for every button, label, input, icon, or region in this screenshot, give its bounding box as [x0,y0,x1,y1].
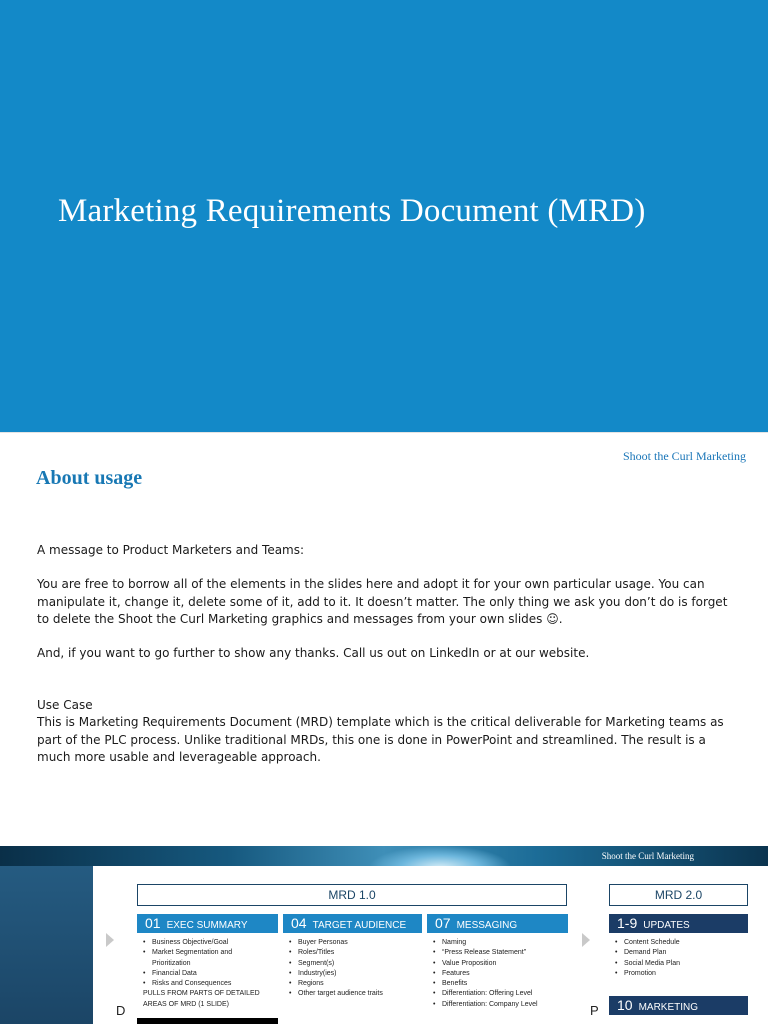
title-slide [0,0,768,432]
updates-list [615,938,680,979]
use-case-label: Use Case [37,698,93,712]
list-item: • Segment(s) [289,959,383,969]
use-case-text: This is Marketing Requirements Document (MRD) template which is the critical deliverable for Marketing teams as part of the PLC process. Unlike traditional MRDs, this one is done in PowerPoint and streamlined. The result is a much more usable and leverageable approach. [37,715,724,764]
list-item: • Buyer Personas [289,938,383,948]
mrd-overview-slide [0,846,768,1024]
list-item: • Promotion [615,969,680,979]
list-item: • Roles/Titles [289,948,383,958]
list-note: PULLS FROM PARTS OF DETAILED [143,990,260,998]
list-item: • Content Schedule [615,938,680,948]
section-number: 01 [145,915,161,931]
mrd-1-header: MRD 1.0 [137,884,567,906]
list-item: • Regions [289,979,383,989]
list-item: • Features [433,969,538,979]
section-header-marketing [609,996,748,1015]
list-item: • Naming [433,938,538,948]
section-header-updates [609,914,748,933]
left-sidebar [0,866,93,1024]
list-item: • Other target audience traits [289,989,383,999]
arrow-right-icon [582,933,590,947]
messaging-list [433,938,538,1010]
slide-title: Marketing Requirements Document (MRD) [58,193,646,229]
target-audience-list [289,938,383,1000]
exec-summary-list [143,938,260,1010]
about-usage-slide [0,432,768,847]
section-number: 07 [435,915,451,931]
list-item: Prioritization [152,959,191,967]
section-label: EXEC SUMMARY [166,920,248,931]
section-header-exec-summary [137,914,278,933]
list-item: • Value Proposition [433,959,538,969]
wave-curl-graphic [370,846,510,866]
arrow-left-icon [106,933,114,947]
list-item: • Market Segmentation and [143,948,260,958]
list-item: • Financial Data [143,969,260,979]
brand-label: Shoot the Curl Marketing [623,449,746,463]
section-label: MESSAGING [456,920,518,931]
list-item: • Risks and Consequences [143,979,260,989]
partial-letter-left: D [116,1003,126,1018]
section-label: TARGET AUDIENCE [312,920,407,931]
section-number: 10 [617,997,633,1013]
list-item: • “Press Release Statement” [433,948,538,958]
section-header-target-audience [283,914,422,933]
section-footer-bar [137,1018,278,1024]
list-item: • Benefits [433,979,538,989]
paragraph-thanks: And, if you want to go further to show any thanks. Call us out on LinkedIn or at our website. [37,646,590,660]
list-item: • Social Media Plan [615,959,680,969]
list-item: • Differentiation: Company Level [433,1000,538,1010]
mrd-2-header: MRD 2.0 [609,884,748,906]
section-label: MARKETING [638,1002,699,1013]
section-number: 04 [291,915,307,931]
brand-label: Shoot the Curl Marketing [601,851,694,861]
list-item: • Demand Plan [615,948,680,958]
section-label: UPDATES [643,920,690,931]
partial-letter-right: P [590,1003,599,1018]
list-item: • Business Objective/Goal [143,938,260,948]
paragraph-borrow: You are free to borrow all of the elements in the slides here and adopt it for your own particular usage. You can manipulate it, change it, delete some of it, add to it. It doesn’t matter. The only thing we ask you don’t do is forget to delete the Shoot the Curl Marketing graphics and messages from your own slides ☺. [37,577,728,626]
list-note: AREAS OF MRD (1 SLIDE) [143,1000,229,1008]
section-number: 1-9 [617,915,638,931]
intro-text: A message to Product Marketers and Teams: [37,543,305,557]
list-item: • Differentiation: Offering Level [433,989,538,999]
slide-heading: About usage [36,467,143,489]
list-item: • Industry(ies) [289,969,383,979]
section-header-messaging [427,914,568,933]
